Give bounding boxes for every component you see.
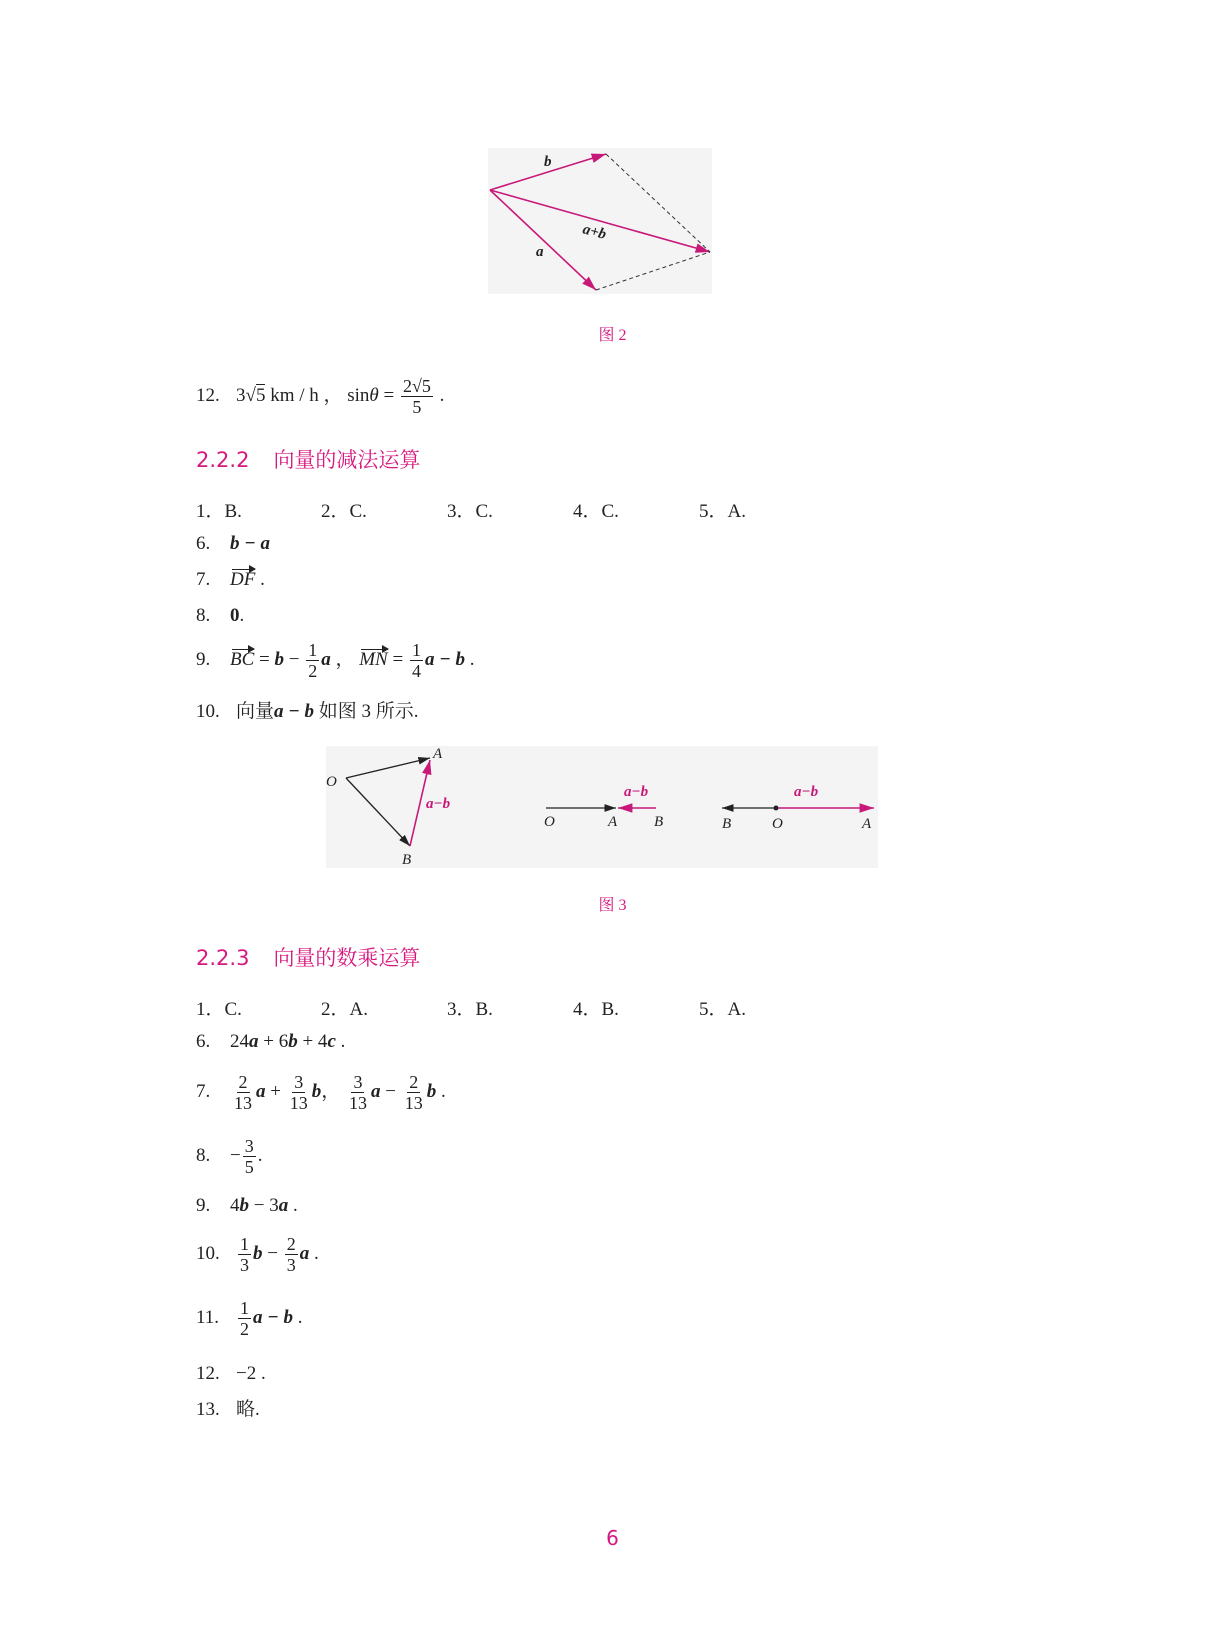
answer-number: 13. [196, 1399, 220, 1420]
vector-bc: BC [230, 648, 255, 670]
section-number: 2.2.3 [196, 946, 250, 970]
separator: ， [321, 1080, 345, 1102]
fraction [401, 376, 433, 417]
answer-11 [196, 1298, 303, 1339]
period: . [434, 384, 445, 406]
vector-mn: MN [359, 648, 388, 670]
term: + 6 [258, 1031, 289, 1052]
period: . [255, 569, 265, 590]
label-a-plus-b: a+b [580, 221, 608, 243]
label-b: B [722, 816, 732, 832]
var-b: b [274, 648, 284, 670]
fraction [243, 1136, 256, 1177]
fraction-numerator: 3 [294, 1072, 304, 1092]
term: + 4 [297, 1031, 328, 1052]
fraction-denominator: 5 [412, 397, 422, 417]
fraction [403, 1072, 425, 1113]
label-a-minus-b: a−b [624, 784, 649, 800]
answer-10 [196, 1234, 319, 1275]
answer-number: 12. [196, 1363, 220, 1384]
var-b: b [426, 1080, 437, 1102]
fraction-numerator: 3 [353, 1072, 363, 1092]
separator: ， [330, 648, 360, 670]
var-b: b [253, 1242, 263, 1264]
fraction [288, 1072, 310, 1113]
choice-answer: 4．B. [573, 999, 619, 1020]
label-o: O [326, 774, 337, 790]
fraction-denominator: 3 [286, 1255, 296, 1275]
choice-answer: 5．A. [699, 999, 746, 1020]
answer-number: 7. [196, 1080, 211, 1102]
fraction-numerator: 2√5 [402, 376, 431, 396]
answer-number: 6. [196, 1031, 211, 1052]
answer-9 [196, 640, 474, 681]
fraction-numerator: 1 [240, 1234, 249, 1254]
var-b: b [311, 1080, 322, 1102]
minus: − [284, 648, 305, 670]
term: − 3 [249, 1195, 279, 1216]
point-o [774, 806, 779, 811]
answer-number: 8. [196, 1144, 211, 1166]
fraction-numerator: 2 [409, 1072, 419, 1092]
fraction [285, 1234, 298, 1275]
fraction-denominator: 5 [244, 1157, 254, 1177]
figure-3 [326, 746, 878, 868]
answer-number: 6. [196, 533, 211, 554]
answer-number: 11. [196, 1306, 220, 1328]
label-o: O [544, 814, 555, 830]
fraction-denominator: 3 [240, 1255, 249, 1275]
period: . [257, 1144, 263, 1166]
label-o: O [772, 816, 783, 832]
fraction-numerator: 2 [286, 1234, 296, 1254]
label-b: B [402, 852, 412, 868]
var-a: a [299, 1242, 310, 1264]
label-a: A [608, 814, 618, 830]
answer-6 [196, 532, 270, 556]
fraction-numerator: 1 [308, 640, 318, 660]
answer-number: 10. [196, 701, 220, 722]
var-a: a [278, 1195, 289, 1216]
figure-2-svg [488, 148, 712, 294]
expression: a − b [274, 701, 315, 722]
var-c: c [327, 1031, 336, 1052]
answer-9 [196, 1194, 298, 1218]
label-b: b [544, 154, 552, 170]
radicand: 5 [255, 384, 266, 406]
text: 向量 [236, 701, 275, 722]
fraction-denominator: 13 [234, 1093, 252, 1113]
figure-3-caption: 图 3 [598, 897, 627, 914]
coef: 4 [230, 1195, 240, 1216]
answer-number: 9. [196, 648, 211, 670]
label-a: A [433, 746, 443, 762]
answer-7 [196, 1072, 446, 1113]
fraction-denominator: 13 [289, 1093, 308, 1113]
minus: − [262, 1242, 283, 1264]
expression: a − b [253, 1306, 294, 1328]
period: . [309, 1242, 319, 1264]
answer-7 [196, 568, 265, 592]
answer-number: 8. [196, 605, 211, 626]
section-heading-2-2-2 [196, 444, 420, 474]
plus: + [265, 1080, 286, 1102]
answer-number: 12. [196, 384, 220, 406]
period: . [293, 1306, 303, 1328]
fraction-denominator: 13 [348, 1093, 367, 1113]
choice-answer: 5．A. [699, 501, 746, 522]
text: 如图 3 所示. [314, 701, 419, 722]
label-a-minus-b: a−b [426, 796, 451, 812]
fraction [232, 1072, 254, 1113]
expression: a − b [424, 648, 465, 670]
var-b: b [239, 1195, 249, 1216]
fraction-denominator: 2 [240, 1319, 249, 1339]
choice-answer: 4．C. [573, 501, 619, 522]
fraction [347, 1072, 369, 1113]
fraction-denominator: 2 [308, 661, 318, 681]
fraction [238, 1298, 251, 1339]
figure-2 [488, 148, 712, 294]
answer-8 [196, 604, 244, 628]
period: . [436, 1080, 446, 1102]
answer-13 [196, 1398, 260, 1422]
zero-vector: 0 [230, 605, 240, 626]
answer-12 [196, 1362, 266, 1386]
fraction-numerator: 1 [240, 1298, 249, 1318]
period: . [464, 648, 475, 670]
answer-10 [196, 700, 419, 724]
fraction [410, 640, 423, 681]
choice-answer: 1．C. [196, 999, 242, 1020]
answer-12 [196, 376, 444, 417]
var-a: a [256, 1080, 266, 1102]
choice-answer: 3．C. [447, 501, 493, 522]
expression: −2 . [236, 1363, 266, 1384]
fraction-numerator: 1 [411, 640, 421, 660]
figure-3-svg [326, 746, 878, 868]
label-a-minus-b: a−b [794, 784, 819, 800]
answer-8 [196, 1136, 262, 1177]
label-b: B [654, 814, 664, 830]
theta: θ [369, 384, 379, 406]
coef: 24 [230, 1031, 249, 1052]
minus: − [230, 1144, 241, 1166]
choice-answer: 2．C. [321, 501, 367, 522]
sqrt-icon: √ [245, 384, 256, 406]
minus: − [380, 1080, 401, 1102]
eq: = [387, 648, 408, 670]
answer-6 [196, 1030, 345, 1054]
choice-answer: 2．A. [321, 999, 368, 1020]
period: . [288, 1195, 298, 1216]
vector-oa [346, 758, 430, 778]
fraction-denominator: 4 [411, 661, 421, 681]
fraction-denominator: 13 [404, 1093, 423, 1113]
dashed-side-2 [596, 252, 710, 290]
text: 略. [236, 1399, 260, 1420]
section-title: 向量的数乘运算 [273, 946, 421, 970]
expression: b − a [230, 533, 271, 554]
eq: = [254, 648, 275, 670]
figure-2-caption: 图 2 [598, 327, 627, 344]
fraction-numerator: 3 [244, 1136, 254, 1156]
answer-number: 7. [196, 569, 211, 590]
vector-ob [346, 778, 410, 846]
fraction [238, 1234, 251, 1275]
coef: 3 [236, 384, 246, 406]
var-b: b [288, 1031, 298, 1052]
period: . [239, 605, 245, 626]
eq: = [378, 384, 399, 406]
period: . [335, 1031, 346, 1052]
label-a: A [862, 816, 872, 832]
fraction-numerator: 2 [238, 1072, 248, 1092]
choice-answer: 3．B. [447, 999, 493, 1020]
var-a: a [321, 648, 331, 670]
vector-df: DF [230, 569, 256, 590]
fraction [306, 640, 319, 681]
section-number: 2.2.2 [196, 448, 250, 472]
answer-number: 10. [196, 1242, 220, 1264]
label-a: a [536, 244, 544, 260]
section-heading-2-2-3 [196, 942, 420, 972]
answer-number: 9. [196, 1195, 211, 1216]
unit: km / h ， sin [265, 384, 370, 406]
section-title: 向量的减法运算 [273, 448, 421, 472]
page-number: 6 [606, 1526, 619, 1550]
var-a: a [249, 1031, 259, 1052]
var-a: a [370, 1080, 381, 1102]
choice-answer: 1．B. [196, 501, 242, 522]
